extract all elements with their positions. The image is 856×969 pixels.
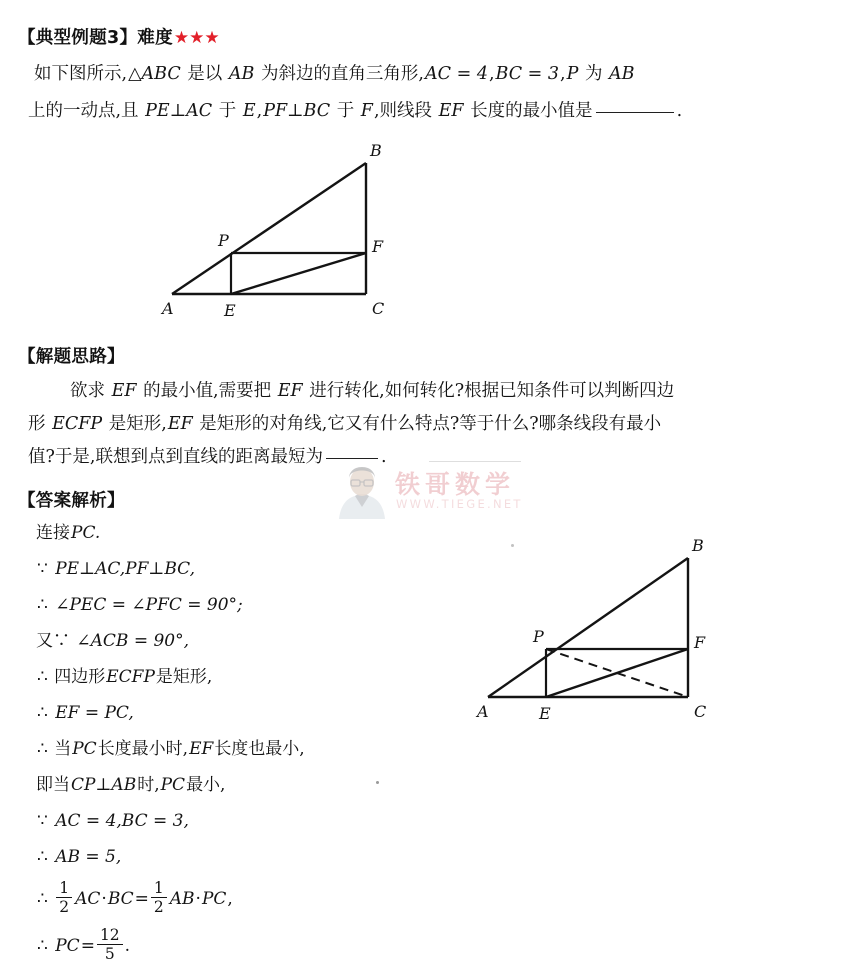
figure-2-label-P: P	[533, 627, 544, 646]
step-tail: 是矩形,	[155, 667, 213, 687]
figure-2-label-C: C	[694, 702, 707, 721]
solving-idea-line-3	[28, 441, 387, 474]
figure-2-label-F: F	[694, 633, 706, 652]
step-text: 即当	[36, 775, 70, 795]
step-lead-symbol: ∵	[37, 811, 48, 831]
solving-idea-line-2	[28, 408, 661, 441]
figure-1-label-A: A	[162, 299, 174, 318]
problem-text-8: ,则线段	[373, 101, 438, 121]
step-lead-symbol: ∴	[37, 703, 48, 723]
step-math: PC.	[71, 523, 101, 543]
fraction-one-half-2	[151, 880, 167, 916]
step-lead-symbol: 又∵	[36, 631, 70, 651]
equation-dot-2: ·	[195, 888, 201, 909]
math-pe-perp-ac: PE⊥AC	[145, 101, 213, 121]
idea-text-7: 值?于是,联想到点到直线的距离最短为	[28, 447, 323, 467]
math-ef-idea-3: EF	[167, 414, 193, 434]
idea-text-6: 是矩形的对角线,它又有什么特点?等于什么?哪条线段有最小	[193, 414, 662, 434]
math-p: P	[566, 64, 579, 84]
math-ecfp: ECFP	[52, 414, 103, 434]
step-math: ECFP	[106, 667, 155, 687]
step-text: 当	[54, 739, 72, 759]
idea-text-4: 形	[28, 414, 52, 434]
step-lead-symbol: ∴	[37, 739, 48, 759]
step-lead-symbol: ∵	[37, 559, 48, 579]
step-tail: 长度也最小,	[214, 739, 305, 759]
problem-text-3: 为斜边的直角三角形,	[255, 64, 424, 84]
math-ac-equals-4: AC = 4	[425, 64, 488, 84]
problem-period: .	[676, 101, 683, 121]
fraction-numerator: 1	[151, 880, 167, 898]
equation-lead-symbol: ∴	[37, 888, 48, 909]
math-ab-2: AB	[609, 64, 635, 84]
step-mid: 时,	[137, 775, 160, 795]
solution-step	[36, 587, 305, 623]
step-mid: 长度最小时,	[97, 739, 189, 759]
solution-equation-area	[36, 875, 305, 922]
fraction-numerator: 1	[56, 880, 72, 898]
math-ef-idea-2: EF	[277, 381, 303, 401]
problem-text-6: 于	[213, 101, 242, 121]
solution-step	[36, 695, 305, 731]
example-title-label: 【典型例题3】难度	[18, 28, 173, 48]
step-math: AB = 5,	[55, 847, 122, 867]
segment-AB	[488, 558, 688, 697]
figure-1-label-P: P	[218, 231, 229, 250]
solution-step	[36, 839, 305, 875]
print-speck	[376, 781, 379, 784]
figure-1-svg	[150, 132, 410, 327]
step-math: ∠PEC = ∠PFC = 90°;	[55, 595, 243, 615]
step-math: CP⊥AB	[71, 775, 137, 795]
watermark-url-text: WWW.TIEGE.NET	[396, 497, 523, 511]
problem-text-7: 于	[331, 101, 360, 121]
math-triangle-abc: △ABC	[128, 64, 181, 84]
segment-EF	[231, 253, 366, 294]
solution-equation-result	[36, 922, 305, 969]
math-ef: EF	[438, 101, 464, 121]
problem-comma-3: ,	[256, 101, 263, 121]
solution-step	[36, 659, 305, 695]
print-speck	[511, 544, 514, 547]
problem-comma-2: ,	[560, 64, 566, 84]
step-math: ∠ACB = 90°,	[76, 631, 190, 651]
problem-statement-line-1	[34, 58, 636, 91]
equation-term-pc: PC	[201, 888, 227, 909]
figure-2-label-E: E	[539, 704, 551, 723]
geometry-figure-1	[150, 132, 410, 331]
solution-step	[36, 767, 305, 803]
figure-1-label-B: B	[370, 141, 382, 160]
problem-text-4: 为	[579, 64, 609, 84]
segment-AB	[172, 163, 366, 294]
step-math: PC	[72, 739, 97, 759]
result-lead-symbol: ∴	[37, 935, 48, 956]
problem-text-2: 是以	[181, 64, 228, 84]
result-term-pc: PC	[55, 935, 80, 956]
answer-blank-idea[interactable]	[326, 458, 378, 459]
figure-1-label-E: E	[224, 301, 236, 320]
step-math-2: EF	[189, 739, 214, 759]
step-text: 四边形	[54, 667, 106, 687]
math-ef-idea-1: EF	[111, 381, 137, 401]
math-f: F	[360, 101, 373, 121]
fraction-twelve-fifths	[97, 927, 123, 963]
result-equals-sign: =	[80, 935, 95, 956]
idea-text-3: 进行转化,如何转化?根据已知条件可以判断四边	[303, 381, 675, 401]
example-title-heading	[18, 24, 220, 49]
fraction-denominator: 5	[104, 945, 115, 963]
answer-analysis-heading: 【答案解析】	[18, 491, 125, 511]
watermark-brand-text: 铁哥数学	[395, 470, 516, 499]
fraction-denominator: 2	[153, 898, 164, 916]
figure-2-label-A: A	[477, 702, 489, 721]
step-lead-symbol: ∴	[37, 595, 48, 615]
problem-text-1: 如下图所示,	[34, 64, 128, 84]
step-math-2: PC	[160, 775, 186, 795]
equation-comma: ,	[227, 888, 233, 909]
solution-step	[36, 731, 305, 767]
step-lead-symbol: ∴	[37, 847, 48, 867]
idea-text-5: 是矩形,	[103, 414, 167, 434]
solution-step	[36, 803, 305, 839]
figure-1-label-F: F	[372, 237, 384, 256]
math-e: E	[242, 101, 256, 121]
idea-text-1: 欲求	[70, 381, 111, 401]
idea-text-2: 的最小值,需要把	[137, 381, 277, 401]
solution-step	[36, 551, 305, 587]
math-pf-perp-bc: PF⊥BC	[263, 101, 331, 121]
step-text: 连接	[36, 523, 70, 543]
result-period: .	[124, 935, 131, 956]
solving-idea-line-1	[70, 375, 674, 408]
equation-term-ab: AB	[169, 888, 195, 909]
step-tail: 最小,	[186, 775, 226, 795]
math-bc-equals-3: BC = 3	[495, 64, 560, 84]
math-ab: AB	[228, 64, 255, 84]
fraction-denominator: 2	[59, 898, 70, 916]
solution-step	[36, 515, 305, 551]
problem-text-9: 长度的最小值是	[464, 101, 593, 121]
equation-term-bc: BC	[107, 888, 134, 909]
fraction-one-half-1	[56, 880, 72, 916]
problem-comma-1: ,	[488, 64, 495, 84]
difficulty-stars: ★★★	[173, 28, 220, 48]
problem-text-5: 上的一动点,且	[28, 101, 145, 121]
figure-2-label-B: B	[692, 536, 704, 555]
equation-dot-1: ·	[101, 888, 107, 909]
problem-statement-line-2	[28, 95, 682, 128]
step-math: EF = PC,	[55, 703, 134, 723]
figure-2-svg	[466, 527, 731, 727]
answer-blank-problem[interactable]	[596, 112, 674, 113]
step-lead-symbol: ∴	[37, 667, 48, 687]
equation-equals-sign: =	[134, 888, 149, 909]
solving-idea-heading: 【解题思路】	[18, 347, 125, 367]
watermark-rule	[429, 461, 521, 462]
idea-period: .	[380, 447, 387, 467]
solution-step	[36, 623, 305, 659]
step-math: PE⊥AC,PF⊥BC,	[55, 559, 195, 579]
geometry-figure-2	[466, 527, 731, 731]
step-math: AC = 4,BC = 3,	[55, 811, 189, 831]
equation-term-ac: AC	[75, 888, 101, 909]
figure-1-label-C: C	[372, 299, 385, 318]
solution-step-list	[36, 515, 305, 969]
fraction-numerator: 12	[97, 927, 123, 945]
